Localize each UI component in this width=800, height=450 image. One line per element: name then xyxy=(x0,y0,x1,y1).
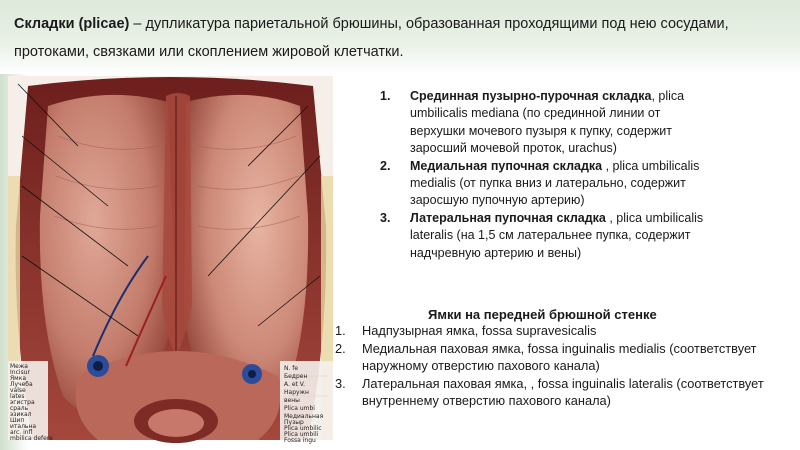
fig-label-right-11: Fossa ingu xyxy=(284,437,316,444)
fold-description: , plica umbilicalis mediana (по срединной линии от верхушки мочевого пузыря к пупку, содержит заросший мочевой проток, urachus) xyxy=(410,89,685,156)
fig-label-right-2: Бедрен xyxy=(284,373,308,380)
list-number: 2. xyxy=(380,158,391,173)
list-item xyxy=(335,322,795,340)
fossa-text: Латеральная паховая ямка, , fossa inguinalis lateralis (соответствует внутреннему отверстию пахового канала) xyxy=(362,375,764,409)
fold-description: , plica umbilicalis medialis (от пупка вниз и латерально, содержит заросшую пупочную артерию) xyxy=(410,158,700,208)
fig-label-left-7: эгистра xyxy=(10,399,35,406)
fig-label-right-7: Медиальная xyxy=(284,413,324,420)
fig-label-left-6: lates xyxy=(10,393,25,400)
fossa-text: Надпузырная ямка, fossa supravesicalis xyxy=(362,323,597,338)
fold-description: , plica umbilicalis lateralis (на 1,5 см латеральнее пупка, содержит надчревную артерию и вены) xyxy=(410,210,704,260)
list-item xyxy=(335,340,795,375)
fig-label-right-3: A. et V. xyxy=(284,381,306,388)
fig-label-right-9: Plica umbilic xyxy=(284,425,322,432)
abdominal-wall-illustration xyxy=(8,76,333,444)
fig-label-right-8: Пузыр xyxy=(284,419,304,426)
title-term: Складки (plicae) xyxy=(14,16,130,32)
fig-label-right-5: вены xyxy=(284,397,300,404)
umbilical-folds-list xyxy=(380,88,710,262)
fossa-text: Медиальная паховая ямка, fossa inguinalis medialis (соответствует наружному отверстию пахового канала) xyxy=(362,340,757,374)
fig-label-left-9: эзикал xyxy=(10,411,32,418)
fig-label-right-4: Наружн xyxy=(284,389,309,396)
list-number: 3. xyxy=(380,210,391,225)
fig-label-left-1: Межа xyxy=(10,363,28,370)
abdominal-fossae-list xyxy=(335,322,795,410)
list-item xyxy=(380,88,710,158)
fold-name: Латеральная пупочная складка xyxy=(410,210,606,225)
fold-name: Срединная пузырно-пурочная складка xyxy=(410,89,652,103)
fold-name: Медиальная пупочная складка xyxy=(410,158,603,173)
fig-label-left-4: Лучеба xyxy=(10,381,33,388)
fig-label-right-1: N. fe xyxy=(284,365,299,372)
fig-label-left-2: Incisur xyxy=(10,369,30,376)
list-number: 3. xyxy=(335,375,346,391)
list-number: 1. xyxy=(380,89,391,103)
fig-label-left-13: mbilica defere xyxy=(10,435,53,442)
fig-label-left-10: Шип xyxy=(10,417,25,424)
anatomy-figure xyxy=(8,76,333,444)
list-item xyxy=(335,375,795,410)
fig-label-left-3: Ямка xyxy=(10,375,26,382)
fig-label-left-11: итальна xyxy=(10,423,37,430)
fossae-heading: Ямки на передней брюшной стенке xyxy=(428,307,657,322)
title-definition: – дупликатура париетальной брюшины, образованная проходящими под нею сосудами, протоками, связками или скоплением жировой клетчатки. xyxy=(14,16,729,60)
slide-title xyxy=(14,10,774,66)
fig-label-left-5: valse xyxy=(10,387,26,394)
fig-label-left-12: arc. infl xyxy=(10,429,33,436)
list-number: 2. xyxy=(335,340,346,356)
list-item xyxy=(380,158,710,210)
list-item xyxy=(380,210,710,262)
fig-label-right-10: Plica umbili xyxy=(284,431,319,438)
list-number: 1. xyxy=(335,323,346,338)
fig-label-right-6: Plica umbi xyxy=(284,405,315,412)
fig-label-left-8: сраль xyxy=(10,405,29,412)
